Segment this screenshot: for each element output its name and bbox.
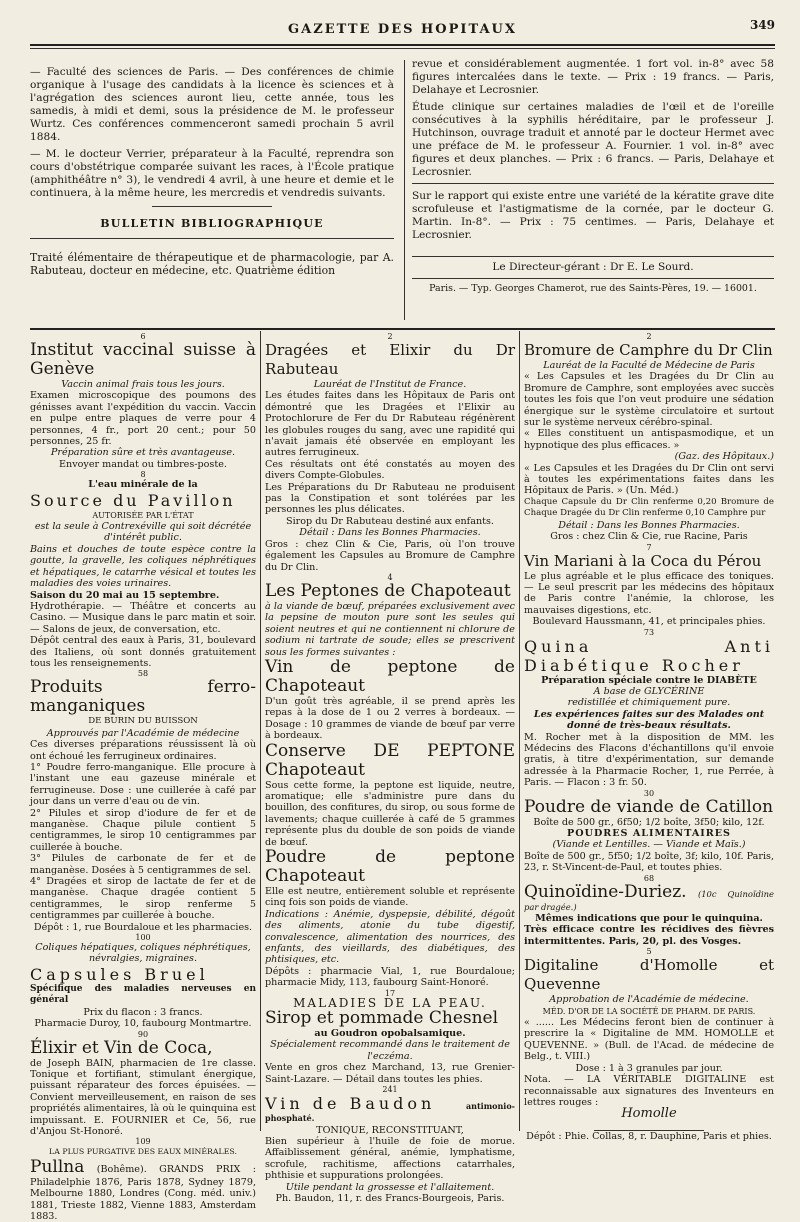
ad-number: 2 — [646, 332, 652, 341]
ad-produits-p2: 2° Pilules et sirop d'iodure de fer et de manganèse. Chaque pilule contient 5 centigrammes, le sirop 10 centigrammes par cuillerée à bouche. — [30, 807, 256, 853]
ad-maladies-title: MALADIES DE LA PEAU. — [293, 995, 487, 1010]
ad-produits-title: Produits ferro-manganiques — [30, 677, 256, 717]
ads-column-3 — [524, 332, 774, 1143]
typography-line: Paris. — Typ. Georges Chamerot, rue des Saints-Pères, 19. — 16001. — [429, 283, 757, 294]
ad-quina-exp: Les expériences faites sur des Malades ont donné de très-beaux résultats. — [533, 708, 765, 732]
traite-review: Traité élémentaire de thérapeutique et de pharmacologie, par A. Rabuteau, docteur en médecine, etc. Quatrième édition — [30, 251, 394, 277]
ad-dragees-body: Les études faites dans les Hôpitaux de Paris ont démontré que les Dragées et l'Elixir au Protochlorure de Fer du Dr Rabuteau régénèrent les globules rouges du sang, avec une rapidité qui n'avait jamais été observée en employant les autres ferrugineux. — [265, 390, 515, 459]
ad-bromure-body4: Chaque Capsule du Dr Clin renferme 0,20 Bromure de Chaque Dragée du Dr Clin renferme 0,10 Camphre pur — [524, 496, 774, 519]
ad-coliques: Coliques hépatiques, coliques néphrétiques, névralgies, migraines. — [35, 942, 251, 965]
ad-quinoidine-eff: Très efficace contre les récidives des fièvres intermittentes. Paris, 20, pl. des Vosges. — [524, 924, 774, 947]
ad-institut-sub: Vaccin animal frais tous les jours. — [61, 379, 225, 390]
ad-conserve-body: Sous cette forme, la peptone est liquide, neutre, aromatique; elle s'administre pure dans du bouillon, des confitures, du sirop, ou sous forme de lavements; chaque cuillerée à café de 5 grammes représente plus du double de son poids de viande de bœuf. — [265, 779, 515, 848]
ad-pullna-head: LA PLUS PURGATIVE DES EAUX MINÉRALES. — [49, 1147, 237, 1157]
ad-catillon-title: Poudre de viande de Catillon — [524, 796, 774, 817]
ad-number: 2 — [387, 332, 393, 341]
ad-dragees-gros: Gros : chez Clin & Cie, Paris, où l'on trouve également les Capsules au Bromure de Camphre du Dr Clin. — [265, 538, 515, 573]
ad-baudon-sub: TONIQUE, RECONSTITUANT, — [316, 1124, 464, 1136]
ad-digitaline-dose: Dose : 1 à 3 granules par jour. — [575, 1062, 723, 1074]
verrier-notice: — M. le docteur Verrier, préparateur à la Faculté, reprendra son cours d'obstétrique comparée suivant les races, à l'École pratique (amphithéâtre n° 3), le vendredi 4 avril, à une heure et demie et le continuera, à la même heure, les mercredis et vendredis suivants. — [30, 148, 394, 199]
ad-dragees-sub: Lauréat de l'Institut de France. — [313, 379, 467, 390]
ad-number: 30 — [643, 788, 655, 798]
separator — [412, 278, 774, 279]
ad-produits-depot: Dépôt : 1, rue Bourdaloue et les pharmacies. — [33, 921, 253, 933]
ad-pullna-body: (Bohême). GRANDS PRIX : Philadelphie 1876, Paris 1878, Sydney 1879, Melbourne 1880, Londres (Cong. méd. univ.) 1881, Trieste 1882, Vienne 1883, Amsterdam 1883. — [30, 1163, 256, 1222]
ad-dragees-sirop: Sirop du Dr Rabuteau destiné aux enfants. — [286, 515, 494, 527]
journal-title: GAZETTE DES HOPITAUX — [288, 22, 517, 37]
ad-number: 100 — [135, 933, 151, 943]
etude-review: Étude clinique sur certaines maladies de l'œil et de l'oreille consécutives à la syphilis héréditaire, par le professeur J. Hutchinson, ouvrage traduit et annoté par le docteur Hermet avec une préface de M. le professeur A. Fournier. 1 vol. in-8° avec figures et deux planches. — Prix : 6 francs. — Paris, Delahaye et Lecrosnier. — [412, 101, 774, 178]
ad-digitaline-med: MÉD. D'OR DE LA SOCIÉTÉ DE PHARM. DE PARIS. — [542, 1006, 756, 1016]
ad-capsules-sub: Spécifique des maladies nerveuses en général — [30, 983, 256, 1006]
separator — [30, 238, 394, 239]
ad-conserve-title: Conserve DE PEPTONE Chapoteaut — [265, 740, 515, 780]
ad-capsules-prix: Prix du flacon : 3 francs. — [83, 1006, 203, 1018]
ad-peptones-title: Les Peptones de Chapoteaut — [265, 580, 511, 601]
news-column-left — [30, 66, 394, 281]
ad-vin-peptone-title: Vin de peptone de Chapoteaut — [265, 656, 515, 696]
ad-baudon-title: Vin de Baudon — [265, 1094, 436, 1114]
ad-pullna-title: Pullna — [30, 1156, 85, 1177]
ad-mariani-title: Vin Mariani à la Coca du Pérou — [524, 551, 762, 570]
separator — [412, 256, 774, 257]
ad-number: 6 — [140, 332, 146, 341]
ad-bromure-detail: Détail : Dans les Bonnes Pharmacies. — [558, 519, 740, 531]
ad-bromure-body2: « Elles constituent un antispasmodique, et un hypnotique des plus efficaces. » — [524, 428, 774, 451]
ad-bromure-body: « Les Capsules et les Dragées du Dr Clin au Bromure de Camphre, sont employées avec succès toutes les fois que l'on veut produire une sédation énergique sur le système circulatoire et surtout sur le système nerveux cérébro-spinal. — [524, 371, 774, 429]
ad-number: 90 — [137, 1029, 149, 1039]
ad-digitaline-nota: Nota. — LA VÉRITABLE DIGITALINE est reconnaissable aux signatures des Inventeurs en lettres rouges : — [524, 1074, 774, 1108]
ad-quinoidine-title: Quinoïdine-Duriez. — [524, 881, 687, 902]
ad-bromure-sub: Lauréat de la Faculté de Médecine de Paris — [543, 360, 755, 371]
ad-quina-body: M. Rocher met à la disposition de MM. les Médecins des Flacons d'échantillons qu'il envoie gratis, à titre d'expérimentation, sur demande adressée à la Pharmacie Rocher, 1, rue Perrée, à Paris. — Flacon : 3 fr. 50. — [524, 731, 774, 789]
ad-column-divider-1 — [260, 331, 261, 1131]
ad-institut-prep: Préparation sûre et très avantageuse. — [50, 447, 236, 459]
ad-dragees-title: Dragées et Elixir du Dr Rabuteau — [265, 341, 515, 378]
ad-sirop-sub: au Goudron opobalsamique. — [314, 1028, 466, 1040]
ad-peptones-body: à la viande de bœuf, préparées exclusivement avec la pepsine de mouton pure sont les seules qui soient neutres et qui ne contiennent ni chlorure de sodium ni tartrate de soude; elles se prescrivent sous les formes suivantes : — [265, 600, 515, 658]
ads-top-rule — [30, 328, 775, 330]
ad-digitaline-body: « ...... Les Médecins feront bien de continuer à prescrire la « Digitaline de MM. HOMOLLE et QUEVENNE. » (Bull. de l'Acad. de médecine de Belg., t. VIII.) — [524, 1017, 774, 1063]
ad-bromure-title: Bromure de Camphre du Dr Clin — [524, 341, 773, 359]
ad-number: 241 — [382, 1085, 398, 1095]
ad-poudre-peptone-ind: Indications : Anémie, dyspepsie, débilité, dégoût des aliments, atonie du tube digestif, convalescence, alimentation des nourrices, des enfants, des vieillards, des diabétiques, des phtisiques, etc. — [265, 908, 515, 966]
ad-produits-by: DE BURIN DU BUISSON — [88, 716, 198, 727]
ad-bromure-body3: « Les Capsules et les Dragées du Dr Clin ont servi à toutes les expérimentations faites dans les Hôpitaux de Paris. » (Un. Méd.) — [524, 462, 774, 497]
news-column-right — [412, 58, 774, 295]
ad-column-divider-2 — [519, 331, 520, 1131]
ad-source-hydro: Hydrothérapie. — Théâtre et concerts au Casino. — Musique dans le parc matin et soir. — Salons de jeux, de conversation, etc. — [30, 600, 256, 635]
ad-number: 5 — [646, 947, 652, 957]
ad-number: 4 — [387, 572, 393, 582]
ad-quina-title: Quina Anti Diabétique Rocher — [524, 636, 774, 675]
ad-number: 17 — [384, 988, 396, 998]
ad-number: 68 — [643, 873, 655, 883]
page-header — [30, 16, 775, 42]
bulletin-heading: BULLETIN BIBLIOGRAPHIQUE — [100, 217, 324, 230]
ad-baudon-addr: Ph. Baudon, 11, r. des Francs-Bourgeois, Paris. — [275, 1192, 505, 1204]
ad-elixir-body: de Joseph BAIN, pharmacien de 1re classe. Tonique et fortifiant, stimulant énergique, puissant réparateur des forces épuisées. — Convient merveilleusement, en raison de ses propriétés alimentaires, là où le quinquina est impuissant. E. FOURNIER et Ce, 56, rue d'Anjou St-Honoré. — [30, 1057, 256, 1137]
ad-quinoidine-body: Mêmes indications que pour le quinquina. — [535, 913, 763, 925]
ad-source-autor: AUTORISÉE PAR L'ÉTAT — [92, 510, 194, 520]
ad-source-title: Source du Pavillon — [30, 490, 236, 510]
ad-source-seule: est la seule à Contrexéville qui soit décrétée d'intérêt public. — [34, 521, 252, 544]
ad-number: 109 — [135, 1137, 151, 1147]
ad-quina-base: A base de GLYCÉRINE — [593, 685, 705, 697]
ad-digitaline-depot: Dépôt : Phie. Collas, 8, r. Dauphine, Paris et phies. — [526, 1131, 772, 1143]
ad-source-depot: Dépôt central des eaux à Paris, 31, boulevard des Italiens, où sont donnés gratuitement tous les renseignements. — [30, 635, 256, 669]
ad-capsules-pharm: Pharmacie Duroy, 10, faubourg Montmartre. — [34, 1018, 252, 1030]
ad-dragees-body3: Les Préparations du Dr Rabuteau ne produisent pas la Constipation et sont tolérées par les personnes les plus délicates. — [265, 481, 515, 516]
ad-capsules-title: Capsules Bruel — [30, 964, 209, 984]
ad-elixir-title: Élixir et Vin de Coca, — [30, 1037, 213, 1058]
ad-quinoidine-side: (10c Quinoïdine par dragée.) — [524, 888, 774, 912]
directeur-gerant: Le Directeur-gérant : Dr E. Le Sourd. — [492, 261, 694, 273]
ad-quina-red: redistillée et chimiquement pure. — [567, 697, 731, 709]
ad-dragees-detail: Détail : Dans les Bonnes Pharmacies. — [299, 527, 481, 539]
ad-mariani-body: Le plus agréable et le plus efficace des toniques. — Le seul prescrit par les médecins des hôpitaux de Paris contre l'anémie, la chlorose, les mauvaises digestions, etc. — [524, 570, 774, 616]
ads-column-1 — [30, 332, 256, 1222]
column-divider — [404, 60, 405, 320]
ad-sirop-title: Sirop et pommade Chesnel — [265, 1008, 499, 1029]
ad-dragees-body2: Ces résultats ont été constatés au moyen des divers Compte-Globules. — [265, 458, 515, 482]
ads-column-2 — [265, 332, 515, 1204]
ad-baudon-util: Utile pendant la grossesse et l'allaitement. — [285, 1181, 495, 1193]
header-rule — [30, 44, 775, 46]
ad-produits-p3: 3° Pilules de carbonate de fer et de manganèse. Dosées à 5 centigrammes de sel. — [30, 853, 256, 876]
ad-number: 58 — [137, 669, 149, 679]
ad-bromure-gros: Gros : chez Clin & Cie, rue Racine, Paris — [550, 531, 748, 543]
ad-number: 7 — [646, 542, 652, 552]
ad-source-saison: Saison du 20 mai au 15 septembre. — [30, 589, 220, 601]
ad-produits-p1: 1° Poudre ferro-manganique. Elle procure à l'instant une eau gazeuse minérale et ferrugineuse. Dose : une cuillerée à café par jour dans un verre d'eau ou de vin. — [30, 761, 256, 808]
ad-digitaline-title: Digitaline d'Homolle et Quevenne — [524, 956, 774, 994]
header-rule-thin — [30, 48, 775, 49]
ad-mariani-addr: Boulevard Haussmann, 41, et principales phies. — [532, 616, 766, 628]
ad-sirop-vente: Vente en gros chez Marchand, 13, rue Grenier-Saint-Lazare. — Détail dans toutes les phies. — [265, 1062, 515, 1085]
ad-produits-body: Ces diverses préparations réussissent là où ont échoué les ferrugineux ordinaires. — [30, 739, 256, 762]
ad-poudre-peptone-body: Elle est neutre, entièrement soluble et représente cinq fois son poids de viande. — [265, 886, 515, 909]
ad-produits-appr: Approuvés par l'Académie de médecine — [46, 727, 240, 739]
signature-image: Homolle — [594, 1108, 704, 1131]
ad-baudon-body: Bien supérieur à l'huile de foie de morue. Affaiblissement général, anémie, lymphatisme, scrofule, rachitisme, affections catarrhales, phthisie et suppurations prolongées. — [265, 1135, 515, 1182]
ad-baudon-side: antimonio-phosphaté. — [265, 1101, 515, 1124]
ad-eau-heading: L'eau minérale de la — [88, 479, 198, 491]
ad-institut-title: Institut vaccinal suisse à Genève — [30, 340, 256, 379]
ad-number: 8 — [140, 470, 146, 480]
page-number: 349 — [749, 18, 775, 32]
ad-produits-p4: 4° Dragées et sirop de lactate de fer et de manganèse. Chaque dragée contient 5 centigrammes, le sirop renferme 5 centigrammes par cuillerée à bouche. — [30, 876, 256, 922]
traite-continued: revue et considérablement augmentée. 1 fort vol. in-8° avec 58 figures intercalées dans le texte. — Prix : 19 francs. — Paris, Delahaye et Lecrosnier. — [412, 58, 774, 96]
ad-source-bains: Bains et douches de toute espèce contre la goutte, la gravelle, les coliques néphrétiques et hépatiques, le catarrhe vésical et toutes les maladies des voies urinaires. — [30, 543, 256, 590]
ad-institut-body: Examen microscopique des poumons des génisses avant l'expédition du vaccin. Vaccin en pulpe entre plaques de verre pour 4 personnes, 4 fr., port 20 cent.; pour 50 personnes, 25 fr. — [30, 390, 256, 448]
ad-bromure-ref: (Gaz. des Hôpitaux.) — [674, 451, 774, 463]
ad-catillon-sub: (Viande et Lentilles. — Viande et Maïs.) — [552, 839, 746, 851]
ad-poudre-peptone-dep: Dépôts : pharmacie Vial, 1, rue Bourdaloue; pharmacie Midy, 113, faubourg Saint-Honoré. — [265, 965, 515, 989]
ad-sirop-rec: Spécialement recommandé dans le traitement de l'eczéma. — [270, 1039, 510, 1062]
separator — [152, 206, 272, 207]
ad-catillon-body: Boîte de 500 gr., 6f50; 1/2 boîte, 3f50; kilo, 12f. — [533, 816, 765, 828]
ad-vin-peptone-body: D'un goût très agréable, il se prend après les repas à la dose de 1 ou 2 verres à bordeaux. — Dosage : 10 grammes de viande de bœuf par verre à bordeaux. — [265, 695, 515, 742]
ad-quina-prep: Préparation spéciale contre le DIABÈTE — [541, 674, 757, 686]
ad-institut-envoyer: Envoyer mandat ou timbres-poste. — [59, 458, 227, 470]
ad-poudre-peptone-title: Poudre de peptone Chapoteaut — [265, 847, 515, 886]
faculty-notice: — Faculté des sciences de Paris. — Des conférences de chimie organique à l'usage des candidats à la licence ès sciences et à l'agrégation des sciences auront lieu, cette année, tous les samedis, à midi et demi, sous la présidence de M. le professeur Wurtz. Ces conférences commenceront samedi prochain 5 avril 1884. — [30, 66, 394, 143]
ad-number: 73 — [643, 627, 655, 637]
ad-digitaline-appr: Approbation de l'Académie de médecine. — [549, 994, 749, 1006]
ad-catillon-prix: Boîte de 500 gr., 5f50; 1/2 boîte, 3f; kilo, 10f. Paris, 23, r. St-Vincent-de-Paul, et toutes phies. — [524, 850, 774, 874]
ad-catillon-poudres: POUDRES ALIMENTAIRES — [567, 828, 731, 839]
rapport-review: Sur le rapport qui existe entre une variété de la kératite grave dite scrofuleuse et l'astigmatisme de la cornée, par le docteur G. Martin. In-8°. — Prix : 75 centimes. — Paris, Delahaye et Lecrosnier. — [412, 190, 774, 241]
separator — [412, 183, 774, 184]
